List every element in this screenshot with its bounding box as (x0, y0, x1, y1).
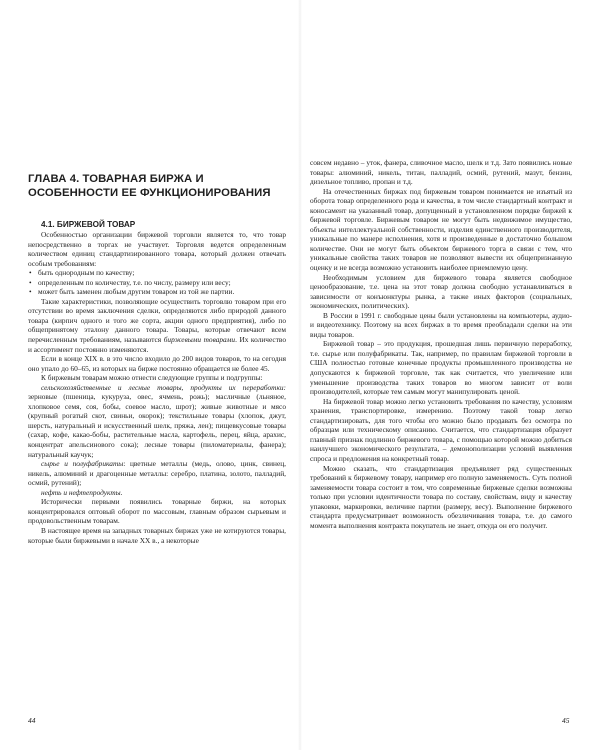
paragraph (28, 383, 286, 459)
paragraph: К биржевым товарам можно отнести следующие группы и подгруппы: (41, 373, 263, 383)
left-text-column (28, 220, 286, 545)
right-page (300, 0, 600, 750)
paragraph: совсем недавно – уток, фанера, сливочное масло, шелк и т.д. Зато появились новые товары: алюминий, никель, титан, палладий, осмий, рутений, мазут, бензин, дизельное топливо, пропан и т.д. (310, 158, 572, 187)
paragraph: В России в 1991 г. свободные цены были установлены на компьютеры, аудио- и видеотехнику. Поэтому на всех биржах в то время преобладали сделки на эти виды товаров. (310, 310, 572, 339)
list-item: • определенным по количеству, т.е. по числу, размеру или весу; (37, 278, 286, 288)
text-run: . (120, 487, 123, 497)
chapter-title: ГЛАВА 4. ТОВАРНАЯ БИРЖА И ОСОБЕННОСТИ ЕЕ ФУНКЦИОНИРОВАНИЯ (28, 173, 271, 199)
paragraph: Исторически первыми появились товарные биржи, на которых концентрировался оптовый оборот по массовым, главным образом сырьевым и продовольственным товарам. (28, 497, 286, 526)
paragraph: На биржевой товар можно легко установить требования по качеству, условиям хранения, транспортировке, измерению. Поэтому такой товар легко стандартизировать, для того чтобы его можно было продавать без осмотра по образцам или техническому описанию. Считается, что стандартизация образует главный признак подлинно биржевого товара, с помощью которой можно добиться наилучшего экономического результата, – демонополизации условий выявления спроса и предложения на конкретный товар. (310, 396, 572, 463)
list-item: • может быть заменен любым другим товаром из той же партии. (37, 287, 286, 297)
paragraph: Можно сказать, что стандартизация предъявляет ряд существенных требований к биржевому товару, например его полную заменяемость. Суть полной заменяемости товара состоит в том, что современные биржевые сделки возможны только при условии идентичности товара по составу, свойствам, виду и качеству упаковки, маркировки, величине партии (размеру, весу). Выполнение биржевого стандарта предусматривает возможность обезличивания товара, т.е. до самого момента выполнения контракта покупатель не знает, откуда он его получит. (310, 463, 572, 530)
paragraph (28, 488, 286, 498)
right-text-column (310, 158, 572, 530)
text-run: Такие характеристики, позволяющие осуществить торговлю товаром при его отсутствии во время заключения сделки, определяются либо природой данного товара (кирпич одного и того же сорта, акции одного предприятия), либо по общепринятому эталону данного товара. Товары, которые отвечают всем перечисленным требованиям, называются (28, 296, 286, 345)
requirements-list (28, 268, 286, 297)
group-heading: сырье и полуфабрикаты (41, 459, 124, 469)
paragraph: Особенностью организации биржевой торговли является то, что товар непосредственно в торгах не участвует. Торговля ведется определенным количеством единиц стандартизированного товара, который должен отвечать особым требованиям: (28, 230, 286, 268)
paragraph: В настоящее время на западных товарных биржах уже не котируются товары, которые были биржевыми в начале XX в., а некоторые (28, 525, 286, 545)
paragraph: На отечественных биржах под биржевым товаром понимается не изъятый из оборота товар определенного рода и качества, в том числе стандартный контракт и коносамент на указанный товар, допущенный в установленном порядке биржей к биржевой торговле. Биржевым товаром не могут быть недвижимое имущество, объекты интеллектуальной собственности, изделия единственного производителя, уникальные по манере исполнения, хотя и произведенные в достаточно большом количестве. Они не могут быть объектом биржевого торга в связи с тем, что уникальные свойства таких товаров не позволяют вывести их общепризнанную оценку и не всегда возможно установить наиболее приемлемую цену. (310, 186, 572, 273)
paragraph: Если в конце XIX в. в это число входило до 200 видов товаров, то на сегодня оно упало до 60–65, из которых на бирже постоянно обращается не более 45. (28, 354, 286, 373)
paragraph (28, 459, 286, 488)
text-run: : цветные металлы (медь, олово, цинк, свинец, никель, алюминий и драгоценные металлы: серебро, платина, золото, палладий, осмий, рутений); (28, 459, 286, 488)
text-run: . Их количество и ассортимент постоянно изменяются. (28, 335, 286, 354)
group-heading: сельскохозяйственные и лесные товары, продукты их переработки: (41, 382, 286, 392)
paragraph (28, 297, 286, 354)
list-item: • быть однородным по качеству; (37, 268, 286, 278)
term-emphasis: биржевыми товарами (163, 335, 236, 345)
paragraph: Биржевой товар – это продукция, прошедшая лишь первичную переработку, т.е. сырье или полуфабрикаты. Так, например, по правилам биржевой торговли в США полностью готовые конечные продукты промышленного производства не допускаются к биржевой торговле, так как считается, что увеличение или уменьшение производства таких товаров во многом зависит от воли производителей, которые тем самым могут манипулировать ценой. (310, 339, 572, 397)
paragraph: Необходимым условием для биржевого товара является свободное ценообразование, т.е. цена на этот товар должна свободно устанавливаться в зависимости от конъюнктуры рынка, а также иных факторов (социальных, экономических, политических). (310, 272, 572, 311)
page-number: 44 (28, 716, 36, 725)
page-number: 45 (562, 716, 570, 725)
section-title: 4.1. БИРЖЕВОЙ ТОВАР (41, 220, 136, 229)
text-run: зерновые (пшеница, кукуруза, овес, ячмень, рожь); масличные (льняное, хлопковое семя, соя, бобы, соевое масло, шрот); живые животные и мясо (крупный рогатый скот, свиньи, окорок); текстильные товары (хлопок, джут, шерсть, натуральный и искусственный шелк, пряжа, лен); пищевкусовые товары (сахар, кофе, какао-бобы, растительные масла, картофель, перец, яйца, арахис, концентрат апельсинового сока); лесные товары (пиломатериалы, фанера); натуральный каучук; (28, 392, 286, 459)
group-heading: нефть и нефтепродукты (41, 487, 121, 497)
